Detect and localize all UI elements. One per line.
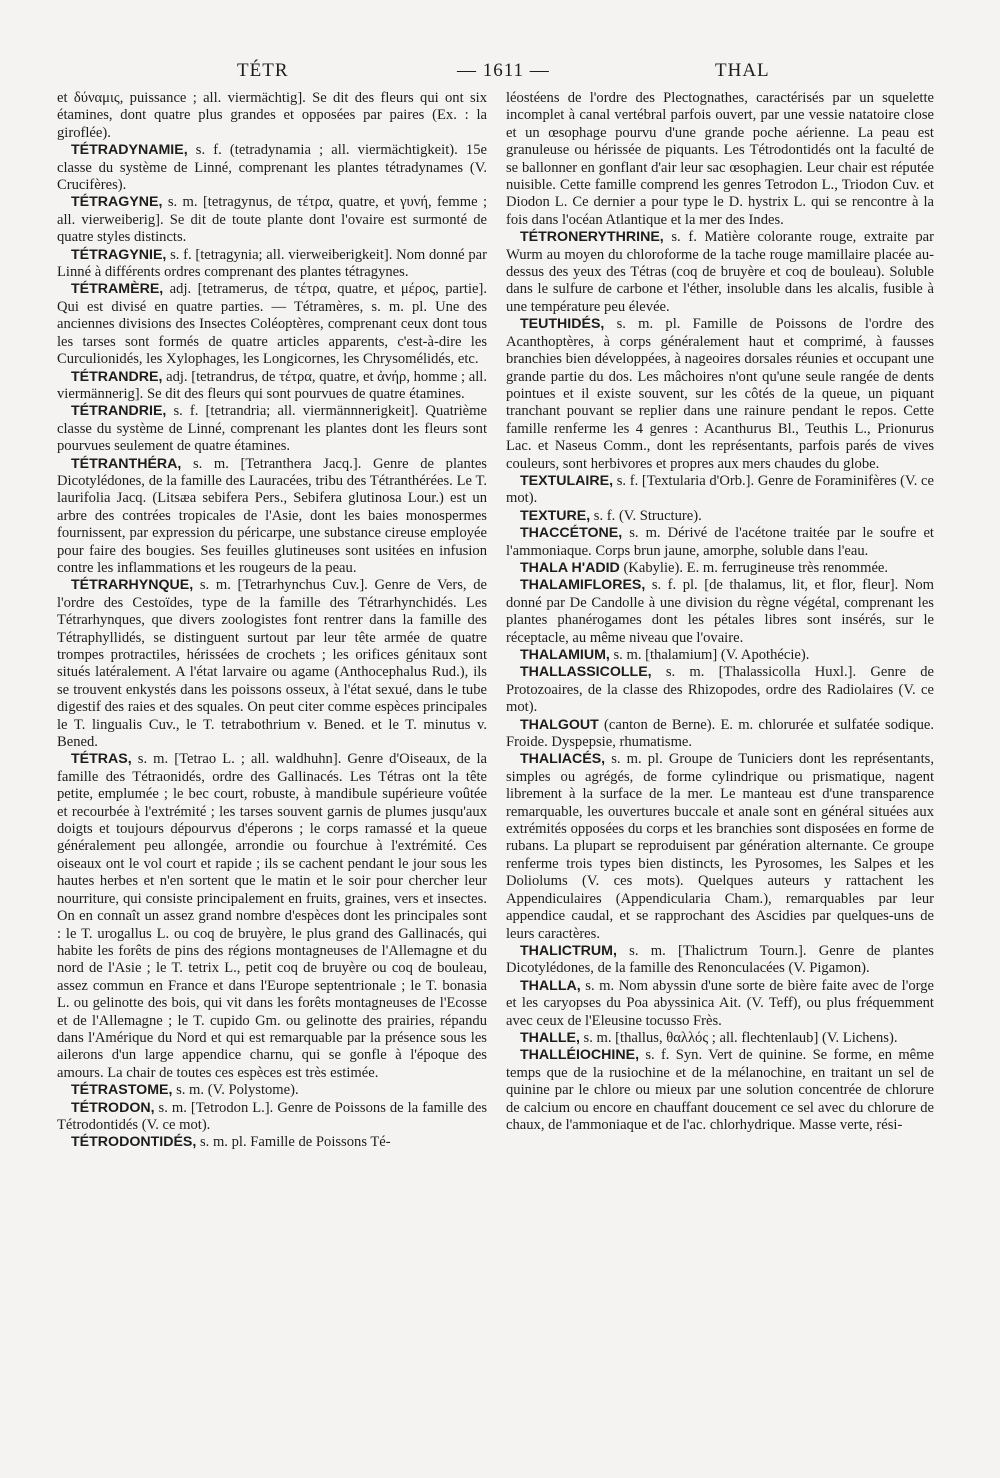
entry-text: adj. [tetramerus, de τέτρα, quatre, et μέρος, partie]. Qui est divisé en quatre parties. — Tétramères, s. m. pl. Une des anciennes divisions des Insectes Coléoptères, comprenant ceux dont tous les tarses sont formés de quatre articles apparents, c'est-à-dire les Curculionidés, les Xylophages, les Longicornes, les Chrysomélidés, etc. <box>57 281 487 368</box>
headword: TÉTRAGYNE, <box>71 194 163 211</box>
dictionary-entry <box>57 369 487 404</box>
dictionary-entry <box>506 978 934 1030</box>
running-header <box>57 60 950 88</box>
dictionary-entry <box>57 194 487 246</box>
dictionary-entry <box>506 647 934 664</box>
entry-text: s. m. [Tetrarhynchus Cuv.]. Genre de Vers, de l'ordre des Cestoïdes, type de la famille des Tétrarhynchidés. Les Tétrarhynques, que divers zoologistes font rentrer dans la famille des Tétraphyllidés, se distinguent surtout par leur tête armée de quatre trompes protractiles, hérissées de crochets ; les orifices génitaux sont situés latéralement. A l'état larvaire ou agame (Anthocephalus Rud.), ils se trouvent enkystés dans les poissons osseux, à l'état sexué, dans le tube digestif des raies et des squales. On peut citer comme espèces principales le T. lingualis Cuv., le T. tetrabothrium v. Bened. et le T. minutus v. Bened. <box>57 577 487 751</box>
entry-text: s. m. (V. Polystome). <box>172 1082 299 1099</box>
entry-text: (canton de Berne). E. m. chlorurée et sulfatée sodique. Froide. Dyspepsie, rhumatisme. <box>506 716 934 751</box>
entry-text: s. f. [tetrandria; all. viermännnerigkeit]. Quatrième classe du système de Linné, comprenant les plantes dont les fleurs sont pourvues seulement de quatre étamines. <box>57 403 487 455</box>
dictionary-entry <box>57 456 487 578</box>
headword: THALA H'ADID <box>520 559 620 576</box>
headword: THALGOUT <box>520 716 599 733</box>
entry-text: (Kabylie). E. m. ferrugineuse très renommée. <box>619 559 889 576</box>
dictionary-entry <box>57 751 487 1082</box>
entry-text: s. f. [Textularia d'Orb.]. Genre de Foraminifères (V. ce mot). <box>506 472 934 507</box>
entry-text: s. m. [Tetrodon L.]. Genre de Poissons de la famille des Tétrodontidés (V. ce mot). <box>57 1099 487 1133</box>
dictionary-entry <box>506 717 934 752</box>
entry-text: s. m. pl. Famille de Poissons Té- <box>196 1134 391 1151</box>
dictionary-entry <box>506 943 934 978</box>
entry-text: adj. [tetrandrus, de τέτρα, quatre, et ἀνήρ, homme ; all. viermännerig]. Se dit des fleurs qui sont pourvues de quatre étamines. <box>57 368 487 402</box>
headword: TÉTRODONTIDÉS, <box>71 1134 197 1151</box>
entry-text: et δύναμις, puissance ; all. viermächtig]. Se dit des fleurs qui ont six étamines, dont quatre plus grandes et opposées par paires (Ex. : la giroflée). <box>57 90 487 141</box>
headword: TÉTRAGYNIE, <box>71 246 167 263</box>
headword: THALICTRUM, <box>520 942 617 959</box>
headword: THALLÉIOCHINE, <box>520 1047 640 1064</box>
headword: TÉTRANDRE, <box>71 368 163 385</box>
headword: THALAMIUM, <box>520 647 610 663</box>
page-number: — 1611 — <box>457 60 550 81</box>
dictionary-entry <box>57 281 487 368</box>
entry-text: s. m. pl. Groupe de Tuniciers dont les représentants, simples ou agrégés, de forme cylindrique ou prismatique, nagent librement à la surface de la mer. Le manteau est d'une transparence remarquable, les ouvertures buccale et anale sont en général situées aux extrémités opposées du corps et les branchies sont disposées en forme de rubans. La plupart se reproduisent par génération alternante. Ce groupe renferme trois types bien distincts, les Pyrosomes, les Salpes et les Doliolums (V. ces mots). Quelques auteurs y rattachent les Appendiculaires (Appendicularia Cham.), remarquables par leur appendice caudal, et se rapprochant des Ascidies par quelques-uns de leurs caractères. <box>506 751 934 942</box>
entry-text: s. m. Nom abyssin d'une sorte de bière faite avec de l'orge et les caryopses du Poa abyssinica Ait. (V. Teff), ou plus fréquemment avec ceux de l'Eleusine tocusso Frès. <box>506 977 934 1029</box>
headword: TÉTRAMÈRE, <box>71 281 164 298</box>
headword: TÉTRODON, <box>71 1099 155 1116</box>
entry-continuation <box>506 90 934 229</box>
headword: TÉTRARHYNQUE, <box>71 577 194 594</box>
entry-text: s. m. [Thalictrum Tourn.]. Genre de plantes Dicotylédones, de la famille des Renonculacées (V. Pigamon). <box>506 942 934 977</box>
entry-text: s. m. Dérivé de l'acétone traitée par le soufre et l'ammoniaque. Corps brun jaune, amorphe, soluble dans l'eau. <box>506 525 934 559</box>
header-right: THAL <box>715 60 770 81</box>
headword: TÉTRADYNAMIE, <box>71 142 188 159</box>
headword: TEUTHIDÉS, <box>520 316 605 333</box>
dictionary-entry <box>506 473 934 508</box>
dictionary-entry <box>506 751 934 942</box>
dictionary-entry <box>506 508 934 525</box>
dictionary-entry <box>57 577 487 751</box>
dictionary-entry <box>57 403 487 455</box>
entry-text: s. f. [tetragynia; all. vierweiberigkeit]. Nom donné par Linné à différents ordres comprenant des plantes tétragynes. <box>57 246 487 281</box>
dictionary-entry <box>506 525 934 560</box>
entry-text: s. m. [Tetranthera Jacq.]. Genre de plantes Dicotylédones, de la famille des Lauracées, tribu des Tétranthérées. Le T. laurifolia Jacq. (Litsæa sebifera Pers., Sebifera glutinosa Lour.) est un arbre des contrées tropicales de l'Asie, dont les baies monospermes fournissent, par expression du péricarpe, une substance cireuse employée pour faire des bougies. Ses feuilles glutineuses sont usitées en infusion contre les inflammations et les rougeurs de la peau. <box>57 455 487 576</box>
dictionary-entry <box>506 560 934 577</box>
dictionary-entry <box>506 577 934 647</box>
dictionary-entry <box>506 229 934 316</box>
entry-text: s. m. [Tetrao L. ; all. waldhuhn]. Genre d'Oiseaux, de la famille des Tétraonidés, ordre des Gallinacés. Les Tétras ont la tête petite, emplumée ; le bec court, robuste, à mandibule supérieure voûtée et recourbée à l'extrémité ; les tarses souvent garnis de plumes jusqu'aux doigts et toujours dépourvus d'éperons ; le corps ramassé et la queue généralement peu allongée, arrondie ou fourchue à l'extrémité. Ces oiseaux ont le vol court et rapide ; ils se cachent pendant le jour sous les hautes herbes et n'en sortent que le matin et le soir pour chercher leur nourriture, qui consiste principalement en fruits, graines, vers et insectes. On en connaît un assez grand nombre d'espèces dont les principales sont : le T. urogallus L. ou coq de bruyère, le plus grand des Gallinacés, qui habite les forêts de pins des régions montagneuses de l'Allemagne et du nord de l'Asie ; le T. tetrix L., petit coq de bruyère ou coq de bouleau, assez commun en France et dans l'Europe septentrionale ; le T. bonasia L. ou gelinotte des bois, qui vit dans les forêts montagneuses de l'Ecosse et de l'Allemagne ; le T. cupido Gm. ou gelinotte des prairies, répandu dans l'Amérique du Nord et qui est remarquable par la présence sous les ailerons d'un large appendice charnu, qui se gonfle à l'époque des amours. La chair de toutes ces espèces est très estimée. <box>57 751 487 1081</box>
entry-text: s. m. [thalamium] (V. Apothécie). <box>609 647 810 663</box>
entry-text: s. f. Syn. Vert de quinine. Se forme, en même temps que de la rusiochine et de la mélanochine, en traitant un sel de quinine par le chlore ou mieux par une solution concentrée de chlorure de calcium ou encore en chauffant doucement ce sel avec du chlorure de chaux, de l'ammoniaque et de l'ac. chlorhydrique. Masse verte, rési- <box>506 1047 934 1133</box>
dictionary-entry <box>506 664 934 716</box>
entry-text: s. f. pl. [de thalamus, lit, et flor, fleur]. Nom donné par De Candolle à une division du règne végétal, comprenant les plantes phanérogames dont les pétales libres sont insérés, sur le réceptacle, au même niveau que l'ovaire. <box>506 577 934 646</box>
dictionary-entry <box>57 1134 487 1151</box>
headword: THALLE, <box>520 1029 580 1046</box>
entry-text: s. f. (V. Structure). <box>590 507 702 524</box>
entry-text: s. m. [Thalassicolla Huxl.]. Genre de Protozoaires, de la classe des Rhizopodes, ordre des Radiolaires (V. ce mot). <box>506 664 934 716</box>
headword: THALAMIFLORES, <box>520 577 646 594</box>
right-column <box>506 90 934 1410</box>
dictionary-entry <box>506 1047 934 1134</box>
entry-continuation <box>57 90 487 142</box>
entry-text: léostéens de l'ordre des Plectognathes, caractérisés par un squelette incomplet à canal vertébral parfois ouvert, par une vessie natatoire close et un œsophage pourvu d'une grande poche aérienne. La peau est granuleuse ou hérissée de piquants. Les Tétrodontidés ont la faculté de se ballonner en gonflant d'air leur sac œsophagien. Leur chair est réputée nuisible. Cette famille comprend les genres Tetrodon L., Triodon Cuv. et Diodon L. Ce dernier a pour type le D. hystrix L. qui se rencontre à la fois dans l'océan Atlantique et la mer des Indes. <box>506 90 934 228</box>
headword: TEXTULAIRE, <box>520 472 614 489</box>
dictionary-entry <box>506 316 934 473</box>
headword: TEXTURE, <box>520 507 591 524</box>
headword: TÉTRANTHÉRA, <box>71 455 182 472</box>
dictionary-entry <box>57 1100 487 1135</box>
headword: TÉTRONERYTHRINE, <box>520 229 664 246</box>
entry-text: s. m. pl. Famille de Poissons de l'ordre des Acanthoptères, à corps généralement haut et comprimé, à fausses branchies bien développées, à nageoires dorsales réunies et occupant une grande partie du dos. Les mâchoires n'ont qu'une seule rangée de dents pointues et il existe souvent, sur les côtés de la queue, un piquant tranchant pouvant se replier dans une rainure pendant le repos. Cette famille renferme les 4 genres : Acanthurus Bl., Teuthis L., Prionurus Lac. et Naseus Comm., dont les représentants, parfois parés de vives couleurs, sont herbivores et propres aux mers chaudes du globe. <box>506 316 934 472</box>
headword: THALIACÉS, <box>520 751 606 768</box>
entry-text: s. f. Matière colorante rouge, extraite par Wurm au moyen du chloroforme de la tache rouge mamillaire placée au-dessus des yeux des Tétras (coq de bruyère et coq de bouleau). Soluble dans le sulfure de carbone et l'éther, insoluble dans les alcalis, fusible à une température peu élevée. <box>506 229 934 315</box>
headword: THALLA, <box>520 977 581 994</box>
entry-text: s. m. [thallus, θαλλός ; all. flechtenlaub] (V. Lichens). <box>579 1029 898 1046</box>
header-left: TÉTR <box>237 60 289 81</box>
headword: THACCÉTONE, <box>520 525 623 542</box>
headword: TÉTRANDRIE, <box>71 403 167 420</box>
headword: TÉTRASTOME, <box>71 1082 173 1099</box>
dictionary-entry <box>57 247 487 282</box>
dictionary-entry <box>57 142 487 194</box>
headword: THALLASSICOLLE, <box>520 664 652 681</box>
headword: TÉTRAS, <box>71 751 132 768</box>
left-column <box>57 90 487 1410</box>
entry-text: s. f. (tetradynamia ; all. viermächtigkeit). 15e classe du système de Linné, comprenant les plantes tétradynames (V. Crucifères). <box>57 142 487 194</box>
dictionary-entry <box>57 1082 487 1099</box>
dictionary-entry <box>506 1030 934 1047</box>
entry-text: s. m. [tetragynus, de τέτρα, quatre, et γυνή, femme ; all. vierweiberig]. Se dit de toute plante dont l'ovaire est surmonté de quatre styles distincts. <box>57 194 487 246</box>
